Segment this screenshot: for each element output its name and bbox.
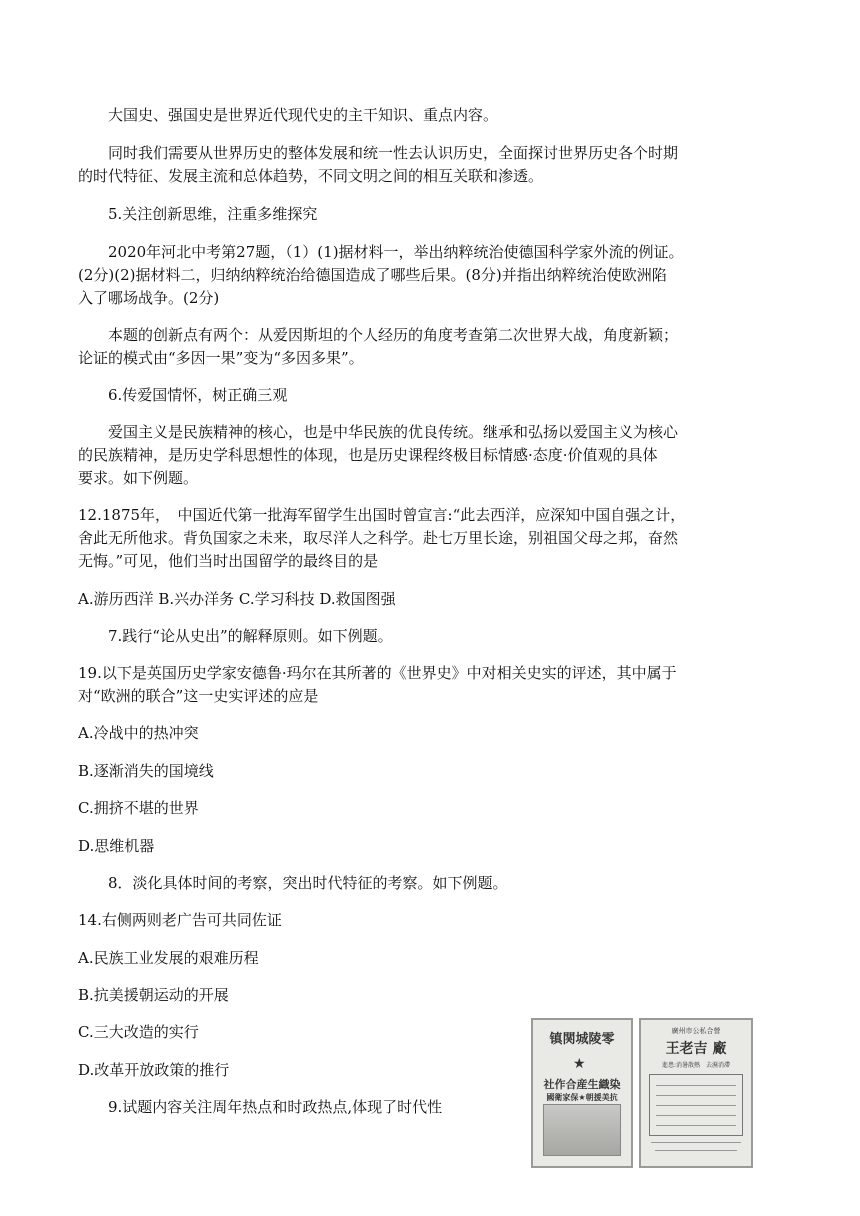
text-line: A.游历西洋 B.兴办洋务 C.学习科技 D.救国图强 bbox=[78, 590, 396, 608]
text-line: D.思维机器 bbox=[78, 837, 155, 855]
ad2-subtitle: 進患:消暑散熱 去濕消滯 bbox=[661, 1062, 731, 1069]
text-line: 6.传爱国情怀，树正确三观 bbox=[108, 386, 288, 404]
text-line: 8．淡化具体时间的考察，突出时代特征的考察。如下例题。 bbox=[108, 874, 508, 892]
text-line: 5.关注创新思维，注重多维探究 bbox=[108, 205, 318, 223]
text-line: (2分)(2)据材料二，归纳纳粹统治给德国造成了哪些后果。(8分)并指出纳粹统治使欧洲陷 bbox=[78, 266, 667, 284]
text-line: B.逐渐消失的国境线 bbox=[78, 762, 214, 780]
advertisement-dye-factory bbox=[531, 1018, 633, 1168]
ad2-title bbox=[647, 1038, 745, 1058]
text-line: 同时我们需要从世界历史的整体发展和统一性去认识历史，全面探讨世界历史各个时期 bbox=[108, 144, 679, 162]
advertisement-wanglaoji bbox=[639, 1018, 753, 1168]
star-icon: ★ bbox=[573, 1056, 586, 1072]
ad2-footer-line bbox=[655, 1150, 737, 1151]
text-line: 本题的创新点有两个：从爱因斯坦的个人经历的角度考查第二次世界大战，角度新颖； bbox=[108, 326, 679, 344]
text-line: 7.践行“论从史出”的解释原则。如下例题。 bbox=[108, 627, 393, 645]
text-line: B.抗美援朝运动的开展 bbox=[78, 986, 229, 1004]
text-line: C.三大改造的实行 bbox=[78, 1023, 199, 1041]
text-line: 入了哪场战争。(2分) bbox=[78, 289, 220, 307]
ad1-picture bbox=[543, 1104, 621, 1156]
text-line: 9.试题内容关注周年热点和时政热点,体现了时代性 bbox=[108, 1098, 443, 1116]
text-line: A.民族工业发展的艰难历程 bbox=[78, 949, 259, 967]
text-line: C.拥挤不堪的世界 bbox=[78, 799, 199, 817]
text-line: 大国史、强国史是世界近代现代史的主干知识、重点内容。 bbox=[108, 106, 499, 124]
text-line: 12.1875年， 中国近代第一批海军留学生出国时曾宣言:“此去西洋，应深知中国自强之计， bbox=[78, 506, 686, 524]
text-line: A.冷战中的热冲突 bbox=[78, 724, 199, 742]
ad1-slogan: 國衛家保★朝援美抗 bbox=[546, 1093, 618, 1102]
ad2-product-list bbox=[649, 1074, 743, 1136]
text-line: 的民族精神，是历史学科思想性的体现，也是历史课程终极目标情感·态度·价值观的具体 bbox=[78, 446, 658, 464]
text-line: 要求。如下例题。 bbox=[78, 469, 199, 487]
text-line: 19.以下是英国历史学家安德鲁·玛尔在其所著的《世界史》中对相关史实的评述，其中属于 bbox=[78, 664, 677, 682]
ad2-footer-line bbox=[651, 1142, 741, 1143]
ad1-subtitle: 社作合産生織染 bbox=[543, 1078, 621, 1091]
text-line: 2020年河北中考第27题，（1）(1)据材料一，举出纳粹统治使德国科学家外流的例证。 bbox=[108, 243, 684, 261]
text-line: 爱国主义是民族精神的核心，也是中华民族的优良传统。继承和弘扬以爱国主义为核心 bbox=[108, 423, 679, 441]
ad2-title-suffix: 廠 bbox=[712, 1041, 727, 1057]
ad2-header: 廣州市公私合營 bbox=[671, 1027, 721, 1035]
text-line: 14.右侧两则老广告可共同佐证 bbox=[78, 911, 282, 929]
old-advertisements bbox=[531, 1018, 753, 1168]
ad1-title: 镇関城陵零 bbox=[549, 1032, 615, 1047]
ad2-title-text: 王老吉 bbox=[665, 1041, 708, 1057]
text-line: 对“欧洲的联合”这一史实评述的应是 bbox=[78, 687, 319, 705]
text-line: D.改革开放政策的推行 bbox=[78, 1061, 230, 1079]
text-line: 舍此无所他求。背负国家之未来，取尽洋人之科学。赴七万里长途，别祖国父母之邦，奋然 bbox=[78, 529, 679, 547]
text-line: 的时代特征、发展主流和总体趋势，不同文明之间的相互关联和渗透。 bbox=[78, 167, 544, 185]
text-line: 论证的模式由“多因一果”变为“多因多果”。 bbox=[78, 349, 364, 367]
text-line: 无悔。”可见，他们当时出国留学的最终目的是 bbox=[78, 552, 379, 570]
